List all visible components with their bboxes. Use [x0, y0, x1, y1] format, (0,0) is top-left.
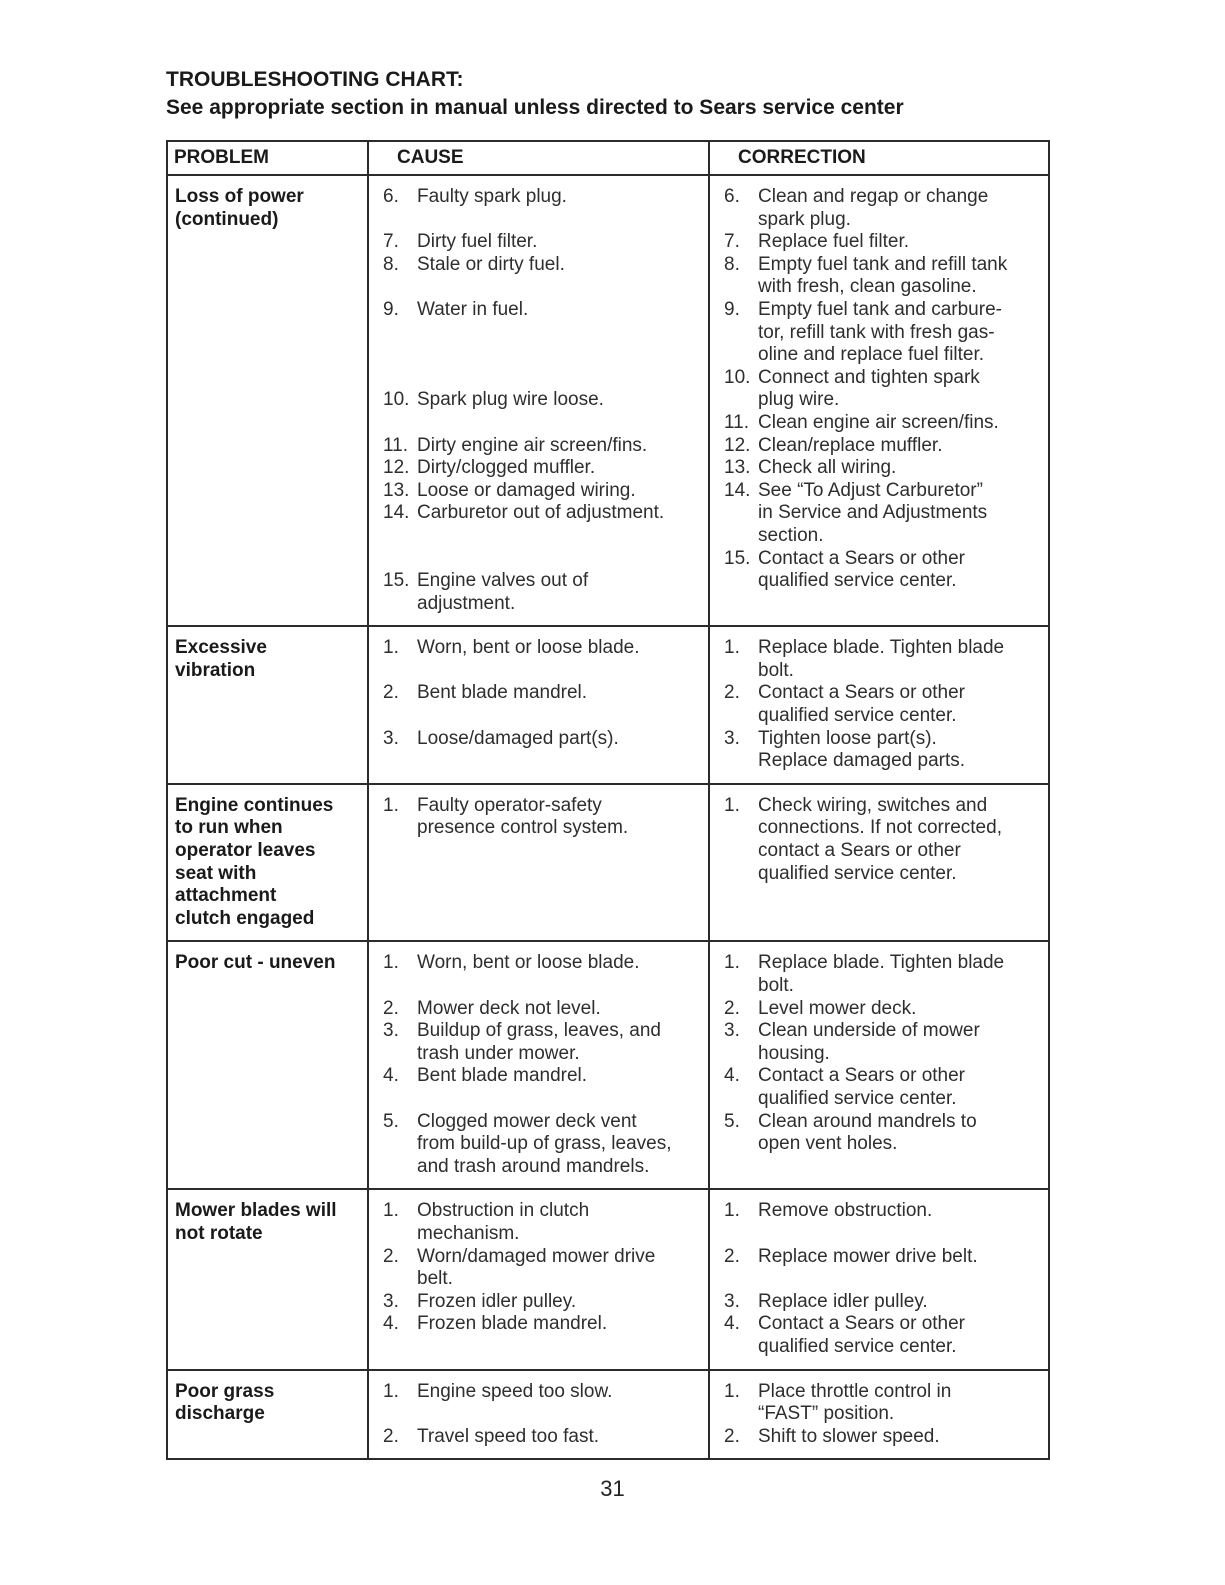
- correction-text: Check wiring, switches and connections. If not corrected, contact a Sears or other qualified service center.: [758, 794, 1002, 884]
- correction-text: Empty fuel tank and carbure- tor, refill tank with fresh gas- oline and replace fuel filter.: [758, 298, 1002, 366]
- correction-number: 1.: [724, 794, 740, 816]
- correction-text: Replace blade. Tighten blade bolt.: [758, 952, 1005, 997]
- cause-text: Bent blade mandrel.: [417, 682, 588, 704]
- correction-item: [724, 254, 1044, 299]
- problem-cell: [167, 626, 368, 784]
- cause-text: Worn, bent or loose blade.: [417, 952, 640, 974]
- cause-number: 1.: [383, 1380, 399, 1402]
- cause-text: Spark plug wire loose.: [417, 389, 604, 411]
- cause-number: 2.: [383, 1245, 399, 1267]
- cause-number: 4.: [383, 1065, 399, 1087]
- cause-text: Bent blade mandrel.: [417, 1065, 588, 1087]
- header-cause: CAUSE: [368, 141, 709, 175]
- correction-text: Check all wiring.: [758, 457, 897, 479]
- correction-number: 11.: [724, 411, 750, 433]
- cause-number: 9.: [383, 298, 399, 320]
- correction-number: 2.: [724, 997, 740, 1019]
- cause-number: 2.: [383, 1425, 399, 1447]
- correction-number: 3.: [724, 727, 740, 749]
- cause-number: 3.: [383, 1290, 399, 1312]
- cause-text: Clogged mower deck vent from build-up of grass, leaves, and trash around mandrels.: [417, 1110, 672, 1177]
- correction-item: [724, 186, 1044, 231]
- table-row: [167, 626, 1049, 784]
- correction-text: Contact a Sears or other qualified service center.: [758, 682, 965, 727]
- problem-text: Loss of power (continued): [175, 186, 304, 230]
- cause-text: Dirty/clogged muffler.: [417, 457, 596, 479]
- cause-item: [383, 682, 704, 705]
- correction-cell: [709, 941, 1049, 1189]
- correction-text: Empty fuel tank and refill tank with fresh, clean gasoline.: [758, 253, 1008, 298]
- correction-text: Replace fuel filter.: [758, 231, 910, 253]
- correction-text: Contact a Sears or other qualified service center.: [758, 1065, 965, 1109]
- correction-item: [724, 367, 1044, 412]
- table-body: [167, 175, 1049, 1459]
- cause-item: [383, 1200, 704, 1245]
- correction-item: [724, 1291, 1044, 1314]
- cause-text: Obstruction in clutch mechanism.: [417, 1200, 590, 1244]
- cause-item: [383, 502, 704, 525]
- cause-number: 4.: [383, 1313, 399, 1335]
- problem-text: Poor grass discharge: [175, 1380, 275, 1425]
- correction-item: [724, 1426, 1044, 1449]
- cause-text: Stale or dirty fuel.: [417, 253, 565, 275]
- correction-item: [724, 1313, 1044, 1358]
- cause-text: Mower deck not level.: [417, 997, 601, 1019]
- correction-text: See “To Adjust Carburetor” in Service and Adjustments section.: [758, 479, 988, 546]
- cause-number: 10.: [383, 389, 410, 411]
- problem-text: Engine continues to run when operator leaves seat with attachment clutch engaged: [175, 794, 334, 929]
- correction-text: Connect and tighten spark plug wire.: [758, 366, 980, 411]
- cause-number: 2.: [383, 997, 399, 1019]
- cause-item: [383, 795, 704, 840]
- correction-number: 15.: [724, 547, 751, 569]
- correction-text: Replace idler pulley.: [758, 1290, 928, 1312]
- cause-text: Travel speed too fast.: [417, 1425, 600, 1447]
- correction-item: [724, 1065, 1044, 1110]
- cause-item: [383, 637, 704, 660]
- cause-item: [383, 231, 704, 254]
- cause-cell: [368, 1189, 709, 1369]
- correction-item: [724, 1381, 1044, 1426]
- correction-item: [724, 728, 1044, 773]
- correction-text: Shift to slower speed.: [758, 1425, 940, 1447]
- correction-item: [724, 412, 1044, 435]
- cause-number: 1.: [383, 794, 399, 816]
- cause-number: 3.: [383, 727, 399, 749]
- cause-text: Dirty fuel filter.: [417, 231, 538, 253]
- header-problem: PROBLEM: [167, 141, 368, 175]
- cause-item: [383, 998, 704, 1021]
- correction-number: 3.: [724, 1290, 740, 1312]
- cause-item: [383, 254, 704, 277]
- problem-cell: [167, 175, 368, 626]
- cause-item: [383, 1065, 704, 1088]
- cause-number: 12.: [383, 457, 410, 479]
- correction-item: [724, 548, 1044, 593]
- problem-cell: [167, 1189, 368, 1369]
- correction-number: 12.: [724, 434, 751, 456]
- cause-text: Carburetor out of adjustment.: [417, 502, 665, 524]
- cause-item: [383, 1111, 704, 1179]
- cause-item: [383, 570, 704, 615]
- troubleshooting-table: [166, 140, 1050, 1460]
- cause-item: [383, 1426, 704, 1449]
- cause-number: 5.: [383, 1110, 399, 1132]
- correction-text: Contact a Sears or other qualified service center.: [758, 1313, 965, 1357]
- correction-number: 10.: [724, 366, 751, 388]
- correction-text: Clean underside of mower housing.: [758, 1020, 980, 1064]
- cause-item: [383, 1020, 704, 1065]
- cause-cell: [368, 784, 709, 942]
- cause-number: 8.: [383, 253, 399, 275]
- cause-text: Faulty spark plug.: [417, 186, 567, 207]
- correction-number: 2.: [724, 1245, 740, 1267]
- chart-heading: [166, 66, 1066, 122]
- cause-number: 14.: [383, 502, 410, 524]
- cause-item: [383, 728, 704, 751]
- table-row: [167, 1189, 1049, 1369]
- correction-number: 4.: [724, 1065, 740, 1087]
- cause-number: 1.: [383, 637, 399, 659]
- correction-item: [724, 637, 1044, 682]
- correction-text: Clean around mandrels to open vent holes.: [758, 1110, 977, 1155]
- cause-number: 2.: [383, 682, 399, 704]
- correction-text: Contact a Sears or other qualified service center.: [758, 547, 965, 592]
- cause-number: 13.: [383, 479, 410, 501]
- correction-item: [724, 480, 1044, 548]
- cause-number: 15.: [383, 570, 410, 592]
- cause-text: Loose/damaged part(s).: [417, 727, 619, 749]
- correction-item: [724, 1246, 1044, 1269]
- correction-item: [724, 952, 1044, 997]
- correction-text: Replace mower drive belt.: [758, 1245, 978, 1267]
- table-header-row: [167, 141, 1049, 175]
- page-number: 31: [600, 1476, 625, 1501]
- cause-text: Engine valves out of adjustment.: [417, 570, 589, 614]
- correction-item: [724, 795, 1044, 885]
- correction-item: [724, 682, 1044, 727]
- cause-text: Faulty operator-safety presence control system.: [417, 794, 629, 839]
- correction-item: [724, 1111, 1044, 1156]
- table-row: [167, 784, 1049, 942]
- cause-item: [383, 435, 704, 458]
- correction-cell: [709, 1370, 1049, 1460]
- correction-number: 5.: [724, 1110, 740, 1132]
- correction-number: 1.: [724, 637, 740, 659]
- correction-number: 13.: [724, 457, 751, 479]
- problem-text: Mower blades will not rotate: [175, 1200, 337, 1244]
- cause-number: 1.: [383, 1200, 399, 1222]
- cause-text: Loose or damaged wiring.: [417, 479, 636, 501]
- cause-item: [383, 389, 704, 412]
- correction-number: 4.: [724, 1313, 740, 1335]
- problem-text: Poor cut - uneven: [175, 952, 336, 974]
- correction-cell: [709, 175, 1049, 626]
- cause-cell: [368, 941, 709, 1189]
- correction-item: [724, 231, 1044, 254]
- cause-number: 3.: [383, 1020, 399, 1042]
- table-row: [167, 175, 1049, 626]
- correction-cell: [709, 1189, 1049, 1369]
- cause-number: 11.: [383, 434, 409, 456]
- cause-item: [383, 457, 704, 480]
- cause-item: [383, 480, 704, 503]
- cause-number: 7.: [383, 231, 399, 253]
- correction-item: [724, 998, 1044, 1021]
- table-row: [167, 941, 1049, 1189]
- page-title: TROUBLESHOOTING CHART:: [166, 68, 464, 91]
- cause-cell: [368, 626, 709, 784]
- cause-cell: [368, 175, 709, 626]
- correction-number: 7.: [724, 231, 740, 253]
- cause-item: [383, 186, 704, 209]
- correction-number: 3.: [724, 1020, 740, 1042]
- correction-number: 6.: [724, 186, 740, 207]
- correction-text: Clean engine air screen/fins.: [758, 411, 999, 433]
- cause-number: 1.: [383, 952, 399, 974]
- correction-text: Tighten loose part(s). Replace damaged parts.: [758, 727, 966, 772]
- correction-item: [724, 1020, 1044, 1065]
- correction-number: 1.: [724, 952, 740, 974]
- cause-text: Engine speed too slow.: [417, 1380, 613, 1402]
- correction-number: 1.: [724, 1380, 740, 1402]
- correction-text: Level mower deck.: [758, 997, 917, 1019]
- correction-text: Place throttle control in “FAST” position.: [758, 1380, 952, 1425]
- correction-number: 14.: [724, 479, 751, 501]
- cause-cell: [368, 1370, 709, 1460]
- correction-item: [724, 1200, 1044, 1223]
- correction-text: Clean and regap or change spark plug.: [758, 186, 989, 230]
- correction-text: Remove obstruction.: [758, 1200, 933, 1222]
- correction-text: Replace blade. Tighten blade bolt.: [758, 637, 1005, 681]
- cause-text: Buildup of grass, leaves, and trash under mower.: [417, 1020, 661, 1064]
- correction-cell: [709, 626, 1049, 784]
- cause-text: Frozen blade mandrel.: [417, 1313, 608, 1335]
- problem-cell: [167, 941, 368, 1189]
- problem-cell: [167, 784, 368, 942]
- correction-cell: [709, 784, 1049, 942]
- problem-text: Excessive vibration: [175, 637, 267, 681]
- cause-item: [383, 1291, 704, 1314]
- correction-item: [724, 435, 1044, 458]
- cause-text: Worn/damaged mower drive belt.: [417, 1245, 656, 1290]
- cause-item: [383, 299, 704, 322]
- page-subtitle: See appropriate section in manual unless directed to Sears service center: [166, 96, 904, 119]
- header-correction: CORRECTION: [709, 141, 1049, 175]
- cause-item: [383, 1246, 704, 1291]
- correction-number: 8.: [724, 253, 740, 275]
- correction-item: [724, 299, 1044, 367]
- cause-item: [383, 1313, 704, 1336]
- cause-text: Worn, bent or loose blade.: [417, 637, 640, 659]
- table-row: [167, 1370, 1049, 1460]
- cause-text: Frozen idler pulley.: [417, 1290, 577, 1312]
- cause-text: Water in fuel.: [417, 298, 529, 320]
- cause-item: [383, 952, 704, 975]
- correction-number: 2.: [724, 682, 740, 704]
- correction-item: [724, 457, 1044, 480]
- cause-number: 6.: [383, 186, 399, 207]
- problem-cell: [167, 1370, 368, 1460]
- correction-number: 2.: [724, 1425, 740, 1447]
- cause-text: Dirty engine air screen/fins.: [417, 434, 648, 456]
- correction-number: 9.: [724, 298, 740, 320]
- cause-item: [383, 1381, 704, 1404]
- correction-number: 1.: [724, 1200, 740, 1222]
- correction-text: Clean/replace muffler.: [758, 434, 943, 456]
